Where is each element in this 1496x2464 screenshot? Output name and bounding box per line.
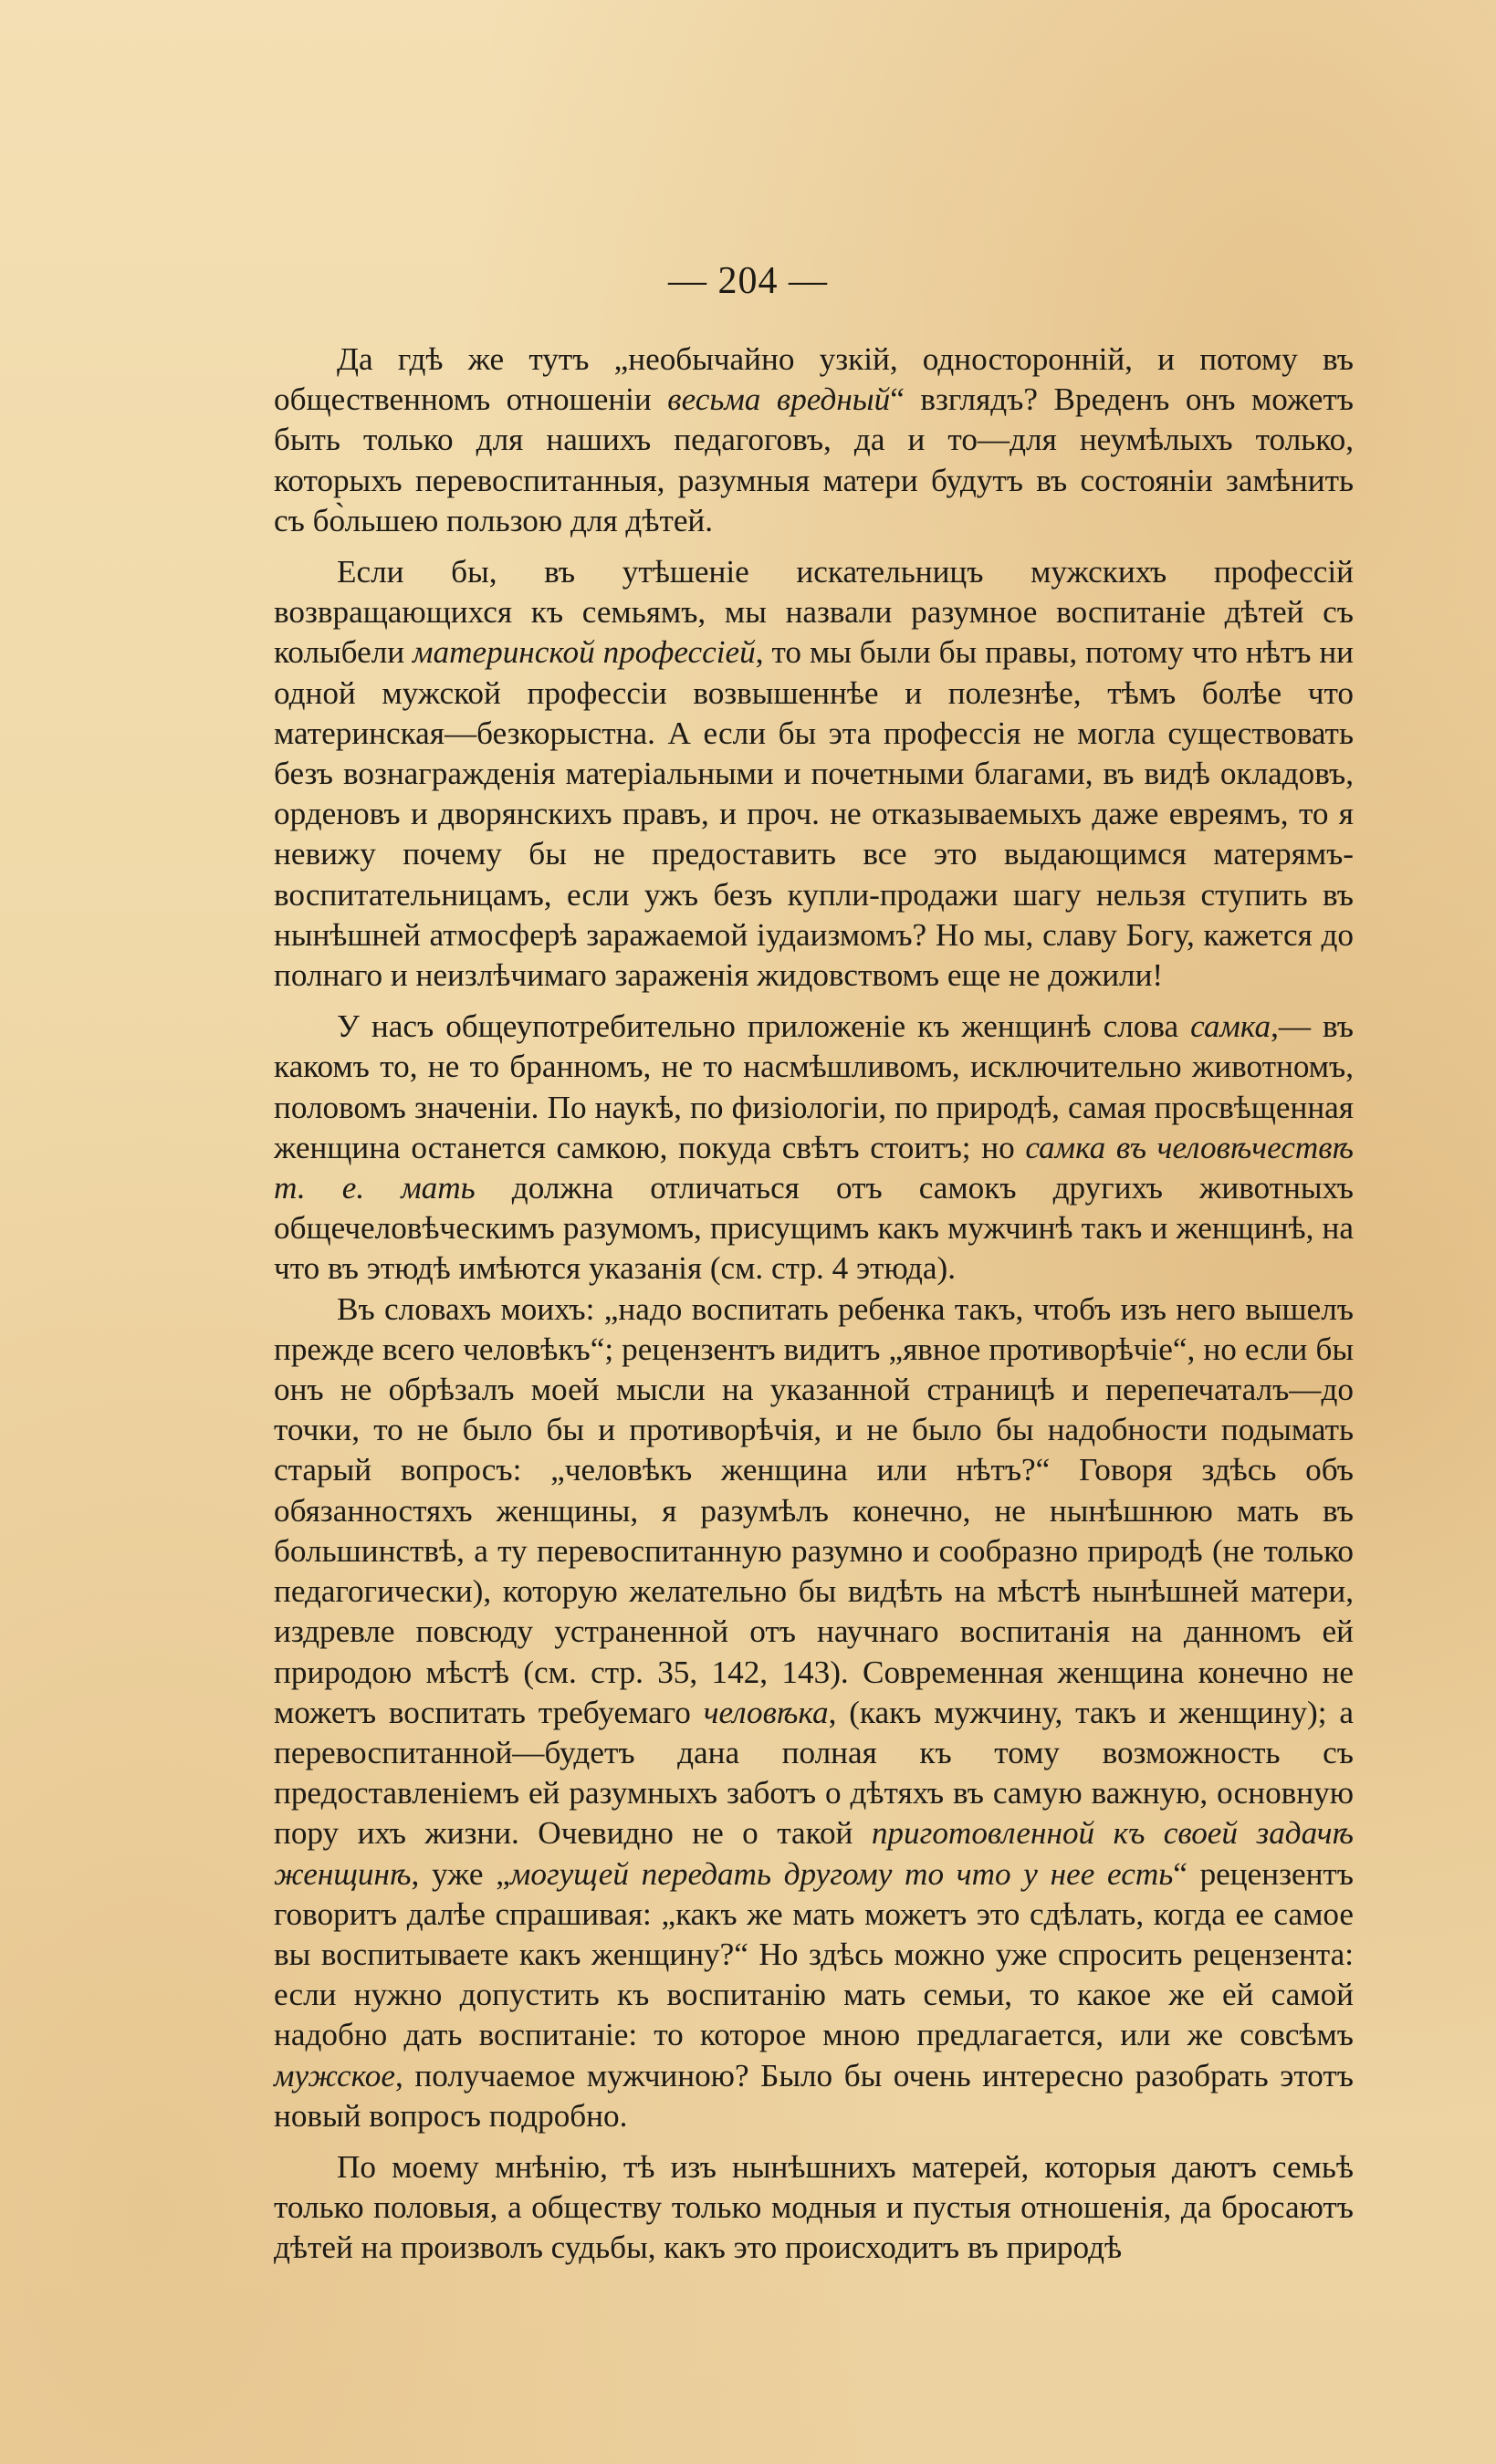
text-segment: Въ словахъ моихъ: „надо воспитать ребенка такъ, чтобъ изъ него вышелъ прежде всего человѣкъ“; рецензентъ видитъ „явное противорѣчіе“, но если бы онъ не обрѣзалъ моей мысли на указанной страницѣ и перепечаталъ—до точки, то не было бы и противорѣчія, и не было бы надобности подымать старый вопросъ: „человѣкъ женщина или нѣтъ?“ Говоря здѣсь объ обязанностяхъ женщины, я разумѣлъ конечно, не нынѣшнюю мать въ большинствѣ, а ту перевоспитанную разумно и сообразно природѣ (не только педагогически), которую желательно бы видѣть на мѣстѣ нынѣшней матери, издревле повсюду устраненной отъ научнаго воспитанія на данномъ ей природою мѣстѣ (см. стр. 35, 142, 143). Современная женщина конечно не можетъ воспитать требуемаго	[274, 1290, 1354, 1730]
text-segment: У насъ общеупотребительно приложеніе къ женщинѣ слова	[337, 1008, 1191, 1045]
italic-phrase: самка въ человѣчествѣ т. е. мать	[274, 1129, 1354, 1206]
text-segment: Да гдѣ же тутъ „необычайно узкій, односторонній, и потому въ общественномъ отношеніи	[274, 341, 1354, 418]
italic-phrase: материнской профессіей	[413, 634, 756, 671]
paragraph-3	[274, 1007, 1354, 1289]
text-segment: , получаемое мужчиною? Было бы очень интересно разобрать этотъ новый вопросъ подробно.	[274, 2057, 1354, 2134]
text-segment: , (какъ мужчину, такъ и женщину); а перевоспитанной—будетъ дана полная къ тому возможность съ предоставленіемъ ей разумныхъ заботъ о дѣтяхъ въ самую важную, основную пору ихъ жизни. Очевидно не о такой	[274, 1694, 1354, 1852]
italic-phrase: человѣка	[703, 1694, 829, 1730]
paragraph-1	[274, 339, 1354, 541]
paragraph-2	[274, 552, 1354, 996]
italic-phrase: самка	[1190, 1008, 1271, 1045]
italic-phrase: мужское	[274, 2057, 396, 2093]
text-segment: По моему мнѣнію, тѣ изъ нынѣшнихъ матерей, которыя даютъ семьѣ только половыя, а обществу только модныя и пустыя отношенія, да бросаютъ дѣтей на произволъ судьбы, какъ это происходитъ въ природѣ	[274, 2148, 1354, 2266]
paragraph-5	[274, 2147, 1354, 2269]
page-number: — 204 —	[668, 260, 828, 302]
text-segment: ,— въ какомъ то, не то бранномъ, не то насмѣшливомъ, исключительно животномъ, половомъ значеніи. По наукѣ, по физіологіи, по природѣ, самая просвѣщенная женщина останется самкою, покуда свѣтъ стоитъ; но	[274, 1008, 1354, 1165]
text-segment: , то мы были бы правы, потому что нѣтъ ни одной мужской профессіи возвышеннѣе и полезнѣе, тѣмъ болѣе что материнская—безкорыстна. А если бы эта профессія не могла существовать безъ вознагражденія матеріальными и почетными благами, въ видѣ окладовъ, орденовъ и дворянскихъ правъ, и проч. не отказываемыхъ даже евреямъ, то я невижу почему бы не предоставить все это выдающимся матерямъ-воспитательницамъ, если ужъ безъ купли-продажи шагу нельзя ступить въ нынѣшней атмосферѣ заражаемой іудаизмомъ? Но мы, славу Богу, кажется до полнаго и неизлѣчимаго зараженія жидовствомъ еще не дожили!	[274, 634, 1354, 994]
italic-phrase: весьма вредный	[667, 381, 891, 418]
text-segment: “ взглядъ? Вреденъ онъ можетъ быть только для нашихъ педагоговъ, да и то—для неумѣлыхъ только, которыхъ перевоспитанныя, разумныя матери будутъ въ состояніи замѣнить съ бо̀льшею пользою для дѣтей.	[274, 381, 1354, 538]
body-text	[274, 339, 1354, 2269]
italic-phrase: могущей передать другому то что у нее есть	[509, 1855, 1174, 1892]
italic-phrase: приготовленной къ своей задачѣ женщинѣ	[274, 1815, 1354, 1892]
text-segment: Если бы, въ утѣшеніе искательницъ мужскихъ профессій возвращающихся къ семьямъ, мы назвали разумное воспитаніе дѣтей съ колыбели	[274, 554, 1354, 671]
text-segment: “ рецензентъ говоритъ далѣе спрашивая: „какъ же мать можетъ это сдѣлать, когда ее самое вы воспитываете какъ женщину?“ Но здѣсь можно уже спросить рецензента: если нужно допустить къ воспитанію мать семьи, то какое же ей самой надобно дать воспитаніе: то которое мною предлагается, или же совсѣмъ	[274, 1855, 1354, 2053]
text-segment: должна отличаться отъ самокъ другихъ животныхъ общечеловѣческимъ разумомъ, присущимъ какъ мужчинѣ такъ и женщинѣ, на что въ этюдѣ имѣются указанія (см. стр. 4 этюда).	[274, 1170, 1355, 1287]
paragraph-4	[274, 1289, 1354, 2136]
text-segment: , уже „	[411, 1855, 510, 1892]
